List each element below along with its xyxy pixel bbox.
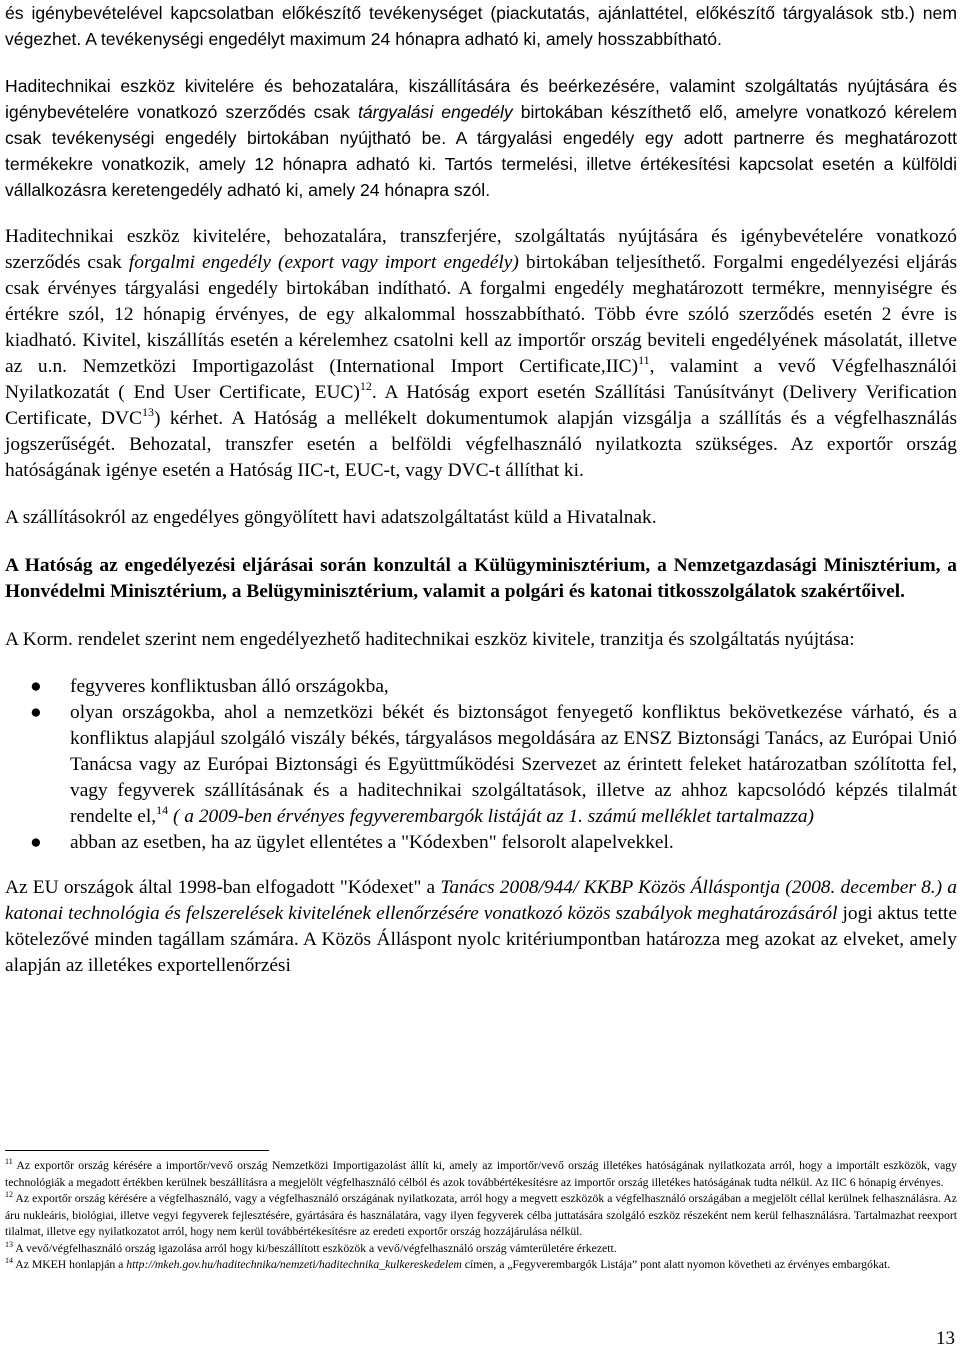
footnote-14 [5, 1257, 957, 1274]
paragraph-trade-license [5, 224, 957, 484]
paragraph-continuation: és igénybevételével kapcsolatban előkészítő tevékenységet (piackutatás, ajánlattétel, előkészítő tárgyalások stb.) nem végezhet. A tevékenységi engedélyt maximum 24 hónapra adható ki, amely hosszabbítható. [5, 3, 957, 49]
footnote-number: 12 [5, 1190, 13, 1200]
text-run: ) kérhet. A Hatóság a mellékelt dokumentumok alapján vizsgálja a szállítás és a végfelhasználás jogszerűségét. Behozatal, transzfer esetén a belföldi végfelhasználó nyilatkozta szükséges. Az exportőr ország hatóságának igénye esetén a Hatóság IIC-t, EUC-t, vagy DVC-t állíthat ki. [5, 408, 958, 481]
footnote-11 [5, 1158, 957, 1191]
council-position-title: Tanács 2008/944/ KKBP Közös Álláspontja (2008. december 8.) a katonai technológia és felszerelések kivitelének ellenőrzésére vonatkozó közös szabályok meghatározásáról [5, 877, 957, 924]
list-item-text: abban az esetben, ha az ügylet ellentétes a "Kódexben" felsorolt alapelvekkel. [70, 832, 674, 853]
bold-text: A Hatóság az engedélyezési eljárásai során konzultál a Külügyminisztérium, a Nemzetgazdasági Minisztérium, a Honvédelmi Minisztérium, a Belügyminisztérium, valamit a polgári és katonai titkosszolgálatok szakértőivel. [5, 555, 957, 602]
term-trade-license: forgalmi engedély (export vagy import engedély) [128, 252, 519, 273]
text-run: jogi aktus tette kötelezővé minden tagállam számára. A Közös Álláspont nyolc kritériumpontban határozza meg azokat az elveket, amely alapján az illetékes exportellenőrzési [5, 903, 958, 976]
bullet-icon: ● [30, 676, 42, 697]
list-item [5, 830, 957, 856]
footnote-ref-11: 11 [638, 352, 650, 367]
footnote-number: 11 [5, 1157, 13, 1167]
footnote-text: Az exportőr ország kérésére a importőr/vevő ország Nemzetközi Importigazolást állít ki, amely az importőr/vevő ország illetékes hatóságának nyilatkozata arról, hogy a importált eszközök, vagy technológiák a megadott értékben kerülnek beszállításra a megjelölt végfelhasználó célból és azok továbbértékesítésre az importőr ország illetékes hatóságának tudta nélkül. Az IIC 6 hónapig érvényes. [5, 1159, 957, 1189]
list-item [5, 700, 957, 830]
footnote-text: címen, a „Fegyverembargók Listája” pont alatt nyomon követheti az érvényes embargókat. [461, 1258, 891, 1271]
page-number: 13 [936, 1328, 955, 1349]
footnote-ref-14: 14 [156, 802, 169, 817]
text-run: Haditechnikai eszköz kivitelére, behozatalára, transzferjére, szolgáltatás nyújtására és igénybevételére vonatkozó szerződés csak [5, 226, 957, 273]
text-run: . A Hatóság export esetén Szállítási Tanúsítványt (Delivery Verification Certificate, DVC [5, 382, 957, 429]
text-run: Az EU országok által 1998-ban elfogadott "Kódexet" a [5, 877, 441, 898]
list-item [5, 674, 957, 700]
footnote-text: Az MKEH honlapján a [15, 1258, 127, 1271]
text-run: Haditechnikai eszköz kivitelére és behozatalára, kiszállítására és beérkezésére, valamint szolgáltatás nyújtására és igénybevételére vonatkozó szerződés csak [5, 76, 957, 122]
text-run: , valamint a vevő Végfelhasználói Nyilatkozatát ( End User Certificate, EUC) [5, 356, 957, 403]
footnote-12 [5, 1191, 957, 1241]
footnotes [5, 1158, 957, 1274]
mkeh-url-link[interactable]: http://mkeh.gov.hu/haditechnika/nemzeti/haditechnika_kulkereskedelem [126, 1258, 462, 1271]
paragraph-negotiation-license [5, 73, 957, 203]
document-page [5, 0, 957, 979]
paragraph-consultation [5, 553, 957, 605]
footnote-text: Az exportőr ország kérésére a végfelhasználó, vagy a végfelhasználó országának nyilatkozata, arról hogy a megvett eszközök a végfelhasználó országában a megjelölt céllal kerülnek felhasználásra. Az áru nukleáris, biológiai, illetve vegyi fegyverek fejlesztésére, gyártására és használatára, vagy ilyen fegyverek célba juttatására szolgáló eszköz részeként nem kerül felhasználásra. Tartalmazhat reexport tilalmat, illetve egy nyilatkozatot arról, hogy nem kerül továbbértékesítésre az eredeti exportőr ország hozzájárulása nélkül. [5, 1192, 957, 1238]
footnote-ref-12: 12 [359, 378, 372, 393]
text-run: birtokában készíthető elő, amelyre vonatkozó kérelem csak tevékenységi engedély birtokában nyújtható be. A tárgyalási engedély egy adott partnerre és meghatározott termékekre vonatkozik, amely 12 hónapra adható ki. Tartós termelési, illetve értékesítési kapcsolat esetén a külföldi vállalkozásra keretengedély adható ki, amely 24 hónapra szól. [5, 102, 957, 200]
paragraph-monthly-report: A szállításokról az engedélyes göngyölített havi adatszolgáltatást küld a Hivatalnak. [5, 507, 657, 528]
list-item-note: ( a 2009-ben érvényes fegyverembargók listáját az 1. számú melléklet tartalmazza) [168, 806, 814, 827]
text-run: birtokában teljesíthető. Forgalmi engedélyezési eljárás csak érvényes tárgyalási engedély birtokában indítható. A forgalmi engedély meghatározott termékre, mennyiségre és értékre szól, 12 hónapig érvényes, de egy alkalommal hosszabbítható. Több évre szóló szerződés esetén 2 évre is kiadható. Kivitel, kiszállítás esetén a kérelemhez csatolni kell az importőr ország beviteli engedélyének másolatát, illetve az u.n. Nemzetközi Importigazolást (International Import Certificate,IIC) [5, 252, 958, 377]
footnote-text: A vevő/végfelhasználó ország igazolása arról hogy ki/beszállított eszközök a vevő/végfelhasználó ország vámterületére érkezett. [15, 1241, 617, 1255]
bullet-icon: ● [30, 702, 42, 723]
term-negotiation-license: tárgyalási engedély [357, 102, 513, 122]
footnote-separator [5, 1150, 269, 1151]
list-item-text: olyan országokba, ahol a nemzetközi békét és biztonságot fenyegető konfliktus bekövetkezése várható, és a konfliktus alapjául szolgáló viszály békés, tárgyalásos megoldására az ENSZ Biztonsági Tanács, az Európai Unió Tanácsa vagy az Európai Biztonsági és Együttműködési Szervezet az érintett feleket határozatban szólította fel, vagy fegyverek szállításának és a haditechnikai szolgáltatások, illetve az ahhoz kapcsolódó képzés tilalmát rendelte el, [70, 702, 957, 827]
footnote-13 [5, 1241, 957, 1258]
paragraph-eu-code [5, 875, 957, 979]
prohibition-list [5, 674, 957, 856]
bullet-icon: ● [30, 832, 42, 853]
footnote-ref-13: 13 [142, 404, 154, 419]
paragraph-prohibition-intro: A Korm. rendelet szerint nem engedélyezhető haditechnikai eszköz kivitele, tranzitja és szolgáltatás nyújtása: [5, 629, 855, 650]
list-item-text: fegyveres konfliktusban álló országokba, [70, 676, 389, 697]
footnote-number: 13 [5, 1239, 13, 1249]
footnote-number: 14 [5, 1256, 13, 1266]
